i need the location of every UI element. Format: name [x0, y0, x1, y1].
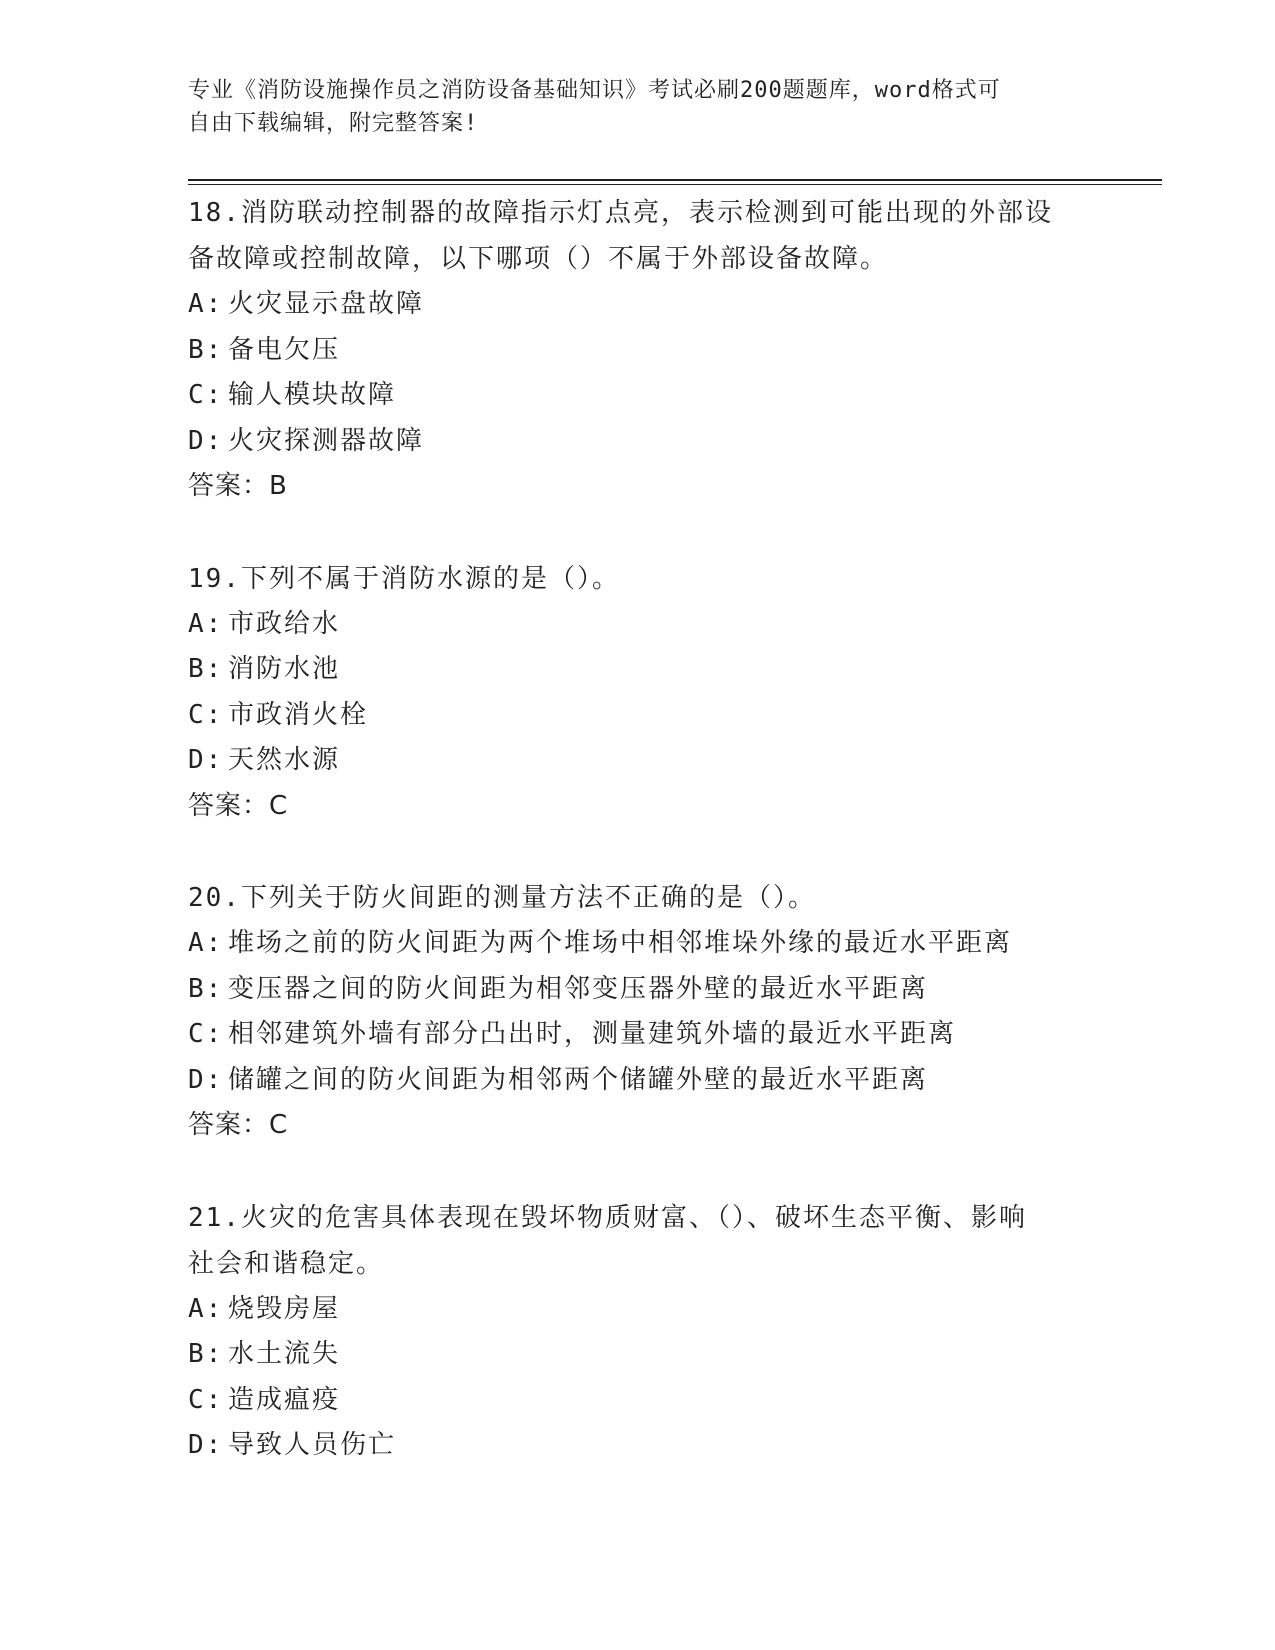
- option-key: B:: [188, 1339, 224, 1369]
- option-key: A:: [188, 608, 224, 639]
- question-stem: [188, 875, 1088, 921]
- option-text: 相邻建筑外墙有部分凸出时，测量建筑外墙的最近水平距离: [228, 1019, 957, 1049]
- header-line-1: 专业《消防设施操作员之消防设备基础知识》考试必刷200题题库，word格式可: [188, 78, 1001, 103]
- header-divider-thick: [188, 179, 1162, 181]
- option-key: C:: [188, 380, 224, 410]
- header-line-2: 自由下载编辑，附完整答案!: [188, 111, 479, 136]
- option-key: B:: [188, 334, 224, 365]
- option-c: [188, 693, 1088, 739]
- option-text: 消防水池: [228, 654, 341, 684]
- option-key: D:: [188, 1430, 224, 1460]
- option-key: B:: [188, 973, 224, 1004]
- answer: 答案：C: [188, 790, 289, 821]
- option-text: 输人模块故障: [228, 380, 397, 410]
- option-a: [188, 1287, 1088, 1333]
- option-c: [188, 1378, 1088, 1424]
- option-b: [188, 328, 1088, 374]
- option-d: [188, 1058, 1088, 1104]
- option-b: [188, 967, 1088, 1013]
- option-text: 天然水源: [228, 745, 341, 775]
- option-key: A:: [188, 289, 224, 319]
- option-text: 火灾探测器故障: [228, 425, 425, 456]
- question-stem-line: 20.下列关于防火间距的测量方法不正确的是（）。: [188, 883, 816, 913]
- option-key: B:: [188, 654, 224, 684]
- option-text: 备电欠压: [228, 334, 341, 365]
- option-key: A:: [188, 928, 224, 958]
- option-text: 造成瘟疫: [228, 1384, 341, 1415]
- question-20: [188, 875, 1088, 1149]
- option-text: 导致人员伤亡: [228, 1430, 397, 1460]
- option-d: [188, 738, 1088, 784]
- option-text: 烧毁房屋: [228, 1293, 341, 1324]
- question-stem: [188, 556, 1088, 602]
- option-c: [188, 1012, 1088, 1058]
- option-a: [188, 282, 1088, 328]
- option-key: A:: [188, 1293, 224, 1324]
- option-c: [188, 373, 1088, 419]
- question-stem-line: 21.火灾的危害具体表现在毁坏物质财富、（）、破坏生态平衡、影响: [188, 1202, 1027, 1233]
- option-key: D:: [188, 1064, 224, 1095]
- document-header: [188, 74, 1088, 140]
- question-stem-line: 19.下列不属于消防水源的是（）。: [188, 563, 620, 594]
- answer: 答案：B: [188, 471, 288, 501]
- option-a: [188, 921, 1088, 967]
- question-list: [188, 190, 1088, 1515]
- option-d: [188, 1423, 1088, 1469]
- option-key: C:: [188, 1384, 224, 1415]
- option-b: [188, 1332, 1088, 1378]
- option-text: 储罐之间的防火间距为相邻两个储罐外壁的最近水平距离: [228, 1064, 929, 1095]
- option-text: 变压器之间的防火间距为相邻变压器外壁的最近水平距离: [228, 973, 929, 1004]
- question-stem-line: 备故障或控制故障，以下哪项（）不属于外部设备故障。: [188, 244, 889, 274]
- option-b: [188, 647, 1088, 693]
- question-stem: [188, 190, 1088, 282]
- option-text: 堆场之前的防火间距为两个堆场中相邻堆垛外缘的最近水平距离: [228, 928, 1013, 958]
- option-key: D:: [188, 745, 224, 775]
- option-key: C:: [188, 699, 224, 730]
- question-stem-line: 社会和谐稳定。: [188, 1248, 385, 1279]
- question-19: [188, 556, 1088, 830]
- question-18: [188, 190, 1088, 510]
- option-text: 水土流失: [228, 1339, 341, 1369]
- header-divider-thin: [188, 184, 1162, 185]
- option-text: 市政给水: [228, 608, 341, 639]
- question-stem-line: 18.消防联动控制器的故障指示灯点亮，表示检测到可能出现的外部设: [188, 198, 1053, 228]
- question-stem: [188, 1195, 1088, 1287]
- option-text: 市政消火栓: [228, 699, 369, 730]
- question-21: [188, 1195, 1088, 1469]
- option-key: D:: [188, 425, 224, 456]
- option-key: C:: [188, 1019, 224, 1049]
- option-text: 火灾显示盘故障: [228, 289, 425, 319]
- option-d: [188, 419, 1088, 465]
- option-a: [188, 602, 1088, 648]
- answer: 答案：C: [188, 1110, 289, 1140]
